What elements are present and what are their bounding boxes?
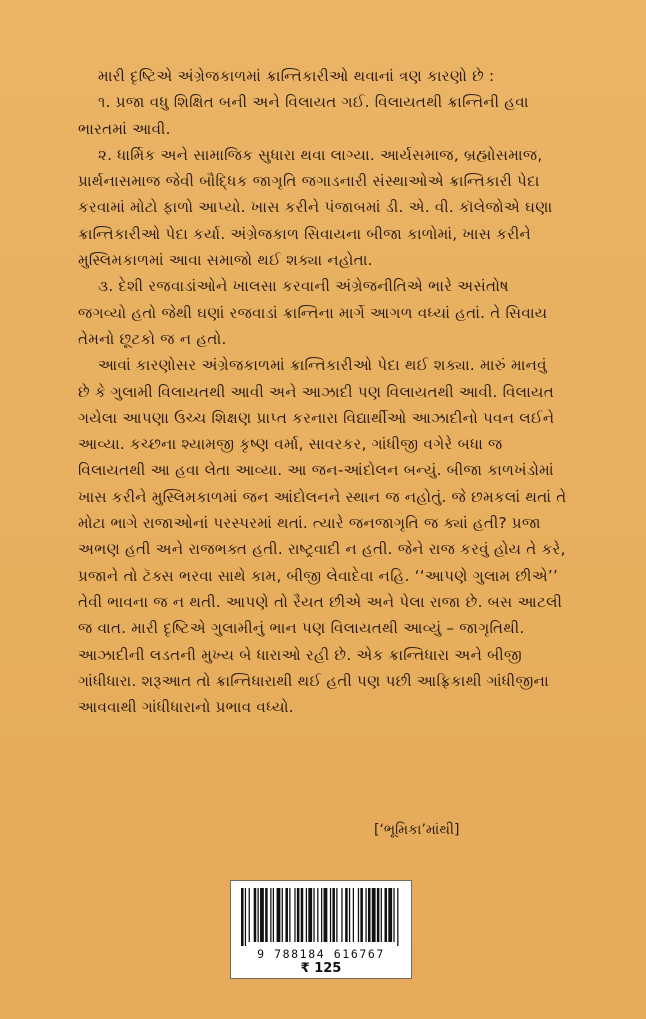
paragraph bbox=[78, 63, 572, 89]
barcode-bar bbox=[341, 888, 342, 942]
text-line: તેમનો છૂટકો જ ન હતો. bbox=[78, 329, 227, 348]
barcode-bar bbox=[245, 888, 246, 946]
text-line: ખાસ કરીને મુસ્લિમકાળમાં જન આંદોલનને સ્થાન જ નહોતું. જે છમકલાં થતાં તે bbox=[78, 487, 567, 506]
barcode-bar bbox=[301, 888, 304, 942]
paragraph bbox=[78, 273, 572, 352]
barcode-image bbox=[237, 888, 405, 946]
text-line: કરવામાં મોટો ફાળો આપ્યો. ખાસ કરીને પંજાબમાં ડી. એ. વી. કૉલેજોએ ઘણા bbox=[78, 198, 553, 217]
text-line: પ્રાર્થનાસમાજ જેવી બૌદ્ધિક જાગૃતિ જગાડનારી સંસ્થાઓએ ક્રાન્તિકારી પેદા bbox=[78, 172, 540, 191]
barcode-bar bbox=[372, 888, 376, 942]
barcode-bar bbox=[397, 888, 398, 946]
barcode-bar bbox=[273, 888, 274, 942]
text-line: આવ્યા. કચ્છના શ્યામજી કૃષ્ણ વર્મા, સાવરકર, ગાંધીજી વગેરે બધા જ bbox=[78, 435, 503, 454]
barcode-bar bbox=[277, 888, 281, 942]
isbn-number: 9 788184 616767 bbox=[257, 947, 385, 961]
barcode-bar bbox=[365, 888, 366, 942]
barcode-bar bbox=[388, 888, 392, 942]
text-line: પ્રજાને તો ટૅક્સ ભરવા સાથે કામ, બીજી લેવાદેવા નહિ. ‘‘આપણે ગુલામ છીએ’’ bbox=[78, 566, 558, 585]
barcode-bar bbox=[297, 888, 300, 942]
barcode-bar bbox=[377, 888, 380, 942]
barcode-bar bbox=[345, 888, 348, 942]
barcode-bar bbox=[349, 888, 350, 942]
barcode-bar bbox=[241, 888, 244, 946]
barcode-bar bbox=[294, 888, 295, 942]
barcode-bar bbox=[249, 888, 250, 942]
text-line: મુસ્લિમકાળમાં આવા સમાજો થઈ શક્યા નહોતા. bbox=[78, 251, 373, 270]
barcode-bar bbox=[321, 888, 322, 942]
text-line: ગયેલા આપણા ઉચ્ચ શિક્ષણ પ્રાપ્ત કરનારા વિદ્યાર્થીઓ આઝાદીનો પવન લઈને bbox=[78, 408, 555, 427]
barcode-bar bbox=[330, 888, 331, 942]
text-line: ૧. પ્રજા વધુ શિક્ષિત બની અને વિલાયત ગઈ. વિલાયતથી ક્રાન્તિની હવા bbox=[98, 93, 529, 112]
text-line: વિલાયતથી આ હવા લેતા આવ્યા. આ જન-આંદોલન બન્યું. બીજા કાળખંડોમાં bbox=[78, 461, 554, 480]
text-line: આવવાથી ગાંધીધારાનો પ્રભાવ વધ્યો. bbox=[78, 698, 294, 717]
barcode-bar bbox=[308, 888, 312, 942]
paragraph bbox=[78, 142, 572, 273]
barcode-bar bbox=[313, 888, 314, 942]
barcode-bar bbox=[306, 888, 307, 942]
text-line: જગવ્યો હતો જેથી ઘણાં રજવાડાં ક્રાન્તિના માર્ગે આગળ વધ્યાં હતાં. તે સિવાય bbox=[78, 303, 548, 322]
text-line: ક્રાન્તિકારીઓ પેદા કર્યા. અંગ્રેજકાળ સિવાયના બીજા કાળોમાં, ખાસ કરીને bbox=[78, 224, 532, 243]
source-note: [‘ભૂમિકા’માંથી] bbox=[374, 822, 460, 838]
price-label: ₹ 125 bbox=[300, 961, 342, 976]
text-line: ભારતમાં આવી. bbox=[78, 119, 171, 138]
text-line: અભણ હતી અને રાજભક્ત હતી. રાષ્ટ્રવાદી ન હતી. જેને રાજ કરવું હોય તે કરે, bbox=[78, 540, 566, 559]
text-line: મારી દૃષ્ટિએ અંગ્રેજકાળમાં ક્રાન્તિકારીઓ થવાનાં ત્રણ કારણો છે : bbox=[98, 67, 495, 85]
barcode-bar bbox=[254, 888, 257, 942]
barcode-bar bbox=[384, 888, 387, 942]
barcode-bar bbox=[282, 888, 283, 942]
text-line: મોટા ભાગે રાજાઓનાં પરસ્પરમાં થતાં. ત્યારે જનજાગૃતિ જ ક્યાં હતી? પ્રજા bbox=[78, 514, 541, 533]
paragraph bbox=[78, 89, 572, 142]
text-line: ૨. ધાર્મિક અને સામાજિક સુધારા થવા લાગ્યા. આર્યસમાજ, બ્રહ્મોસમાજ, bbox=[98, 145, 543, 164]
barcode-bar bbox=[285, 888, 288, 942]
barcode-bar bbox=[381, 888, 382, 942]
barcode-bar bbox=[353, 888, 354, 942]
text-line: આઝાદીની લડતની મુખ્ય બે ધારાઓ રહી છે. એક ક્રાન્તિધારા અને બીજી bbox=[78, 645, 523, 664]
barcode-bar bbox=[317, 888, 318, 942]
barcode-bar bbox=[358, 888, 359, 942]
barcode-bar bbox=[368, 888, 371, 942]
text-line: જ વાત. મારી દૃષ્ટિએ ગુલામીનું ભાન પણ વિલાયતથી આવ્યું – જાગૃતિથી. bbox=[78, 619, 525, 638]
paragraph bbox=[78, 352, 572, 720]
barcode-bar bbox=[265, 888, 268, 942]
text-line: ગાંધીધારા. શરૂઆત તો ક્રાન્તિધારાથી થઈ હતી પણ પછી આફ્રિકાથી ગાંધીજીના bbox=[78, 671, 549, 690]
barcode-bar bbox=[336, 888, 337, 942]
barcode-bar bbox=[360, 888, 363, 942]
barcode-bar bbox=[332, 888, 335, 942]
text-line: ૩. દેશી રજવાડાંઓને ખાલસા કરવાની અંગ્રેજનીતિએ ભારે અસંતોષ bbox=[98, 277, 509, 296]
barcode-bar bbox=[289, 888, 290, 942]
text-line: તેવી ભાવના જ ન થતી. આપણે તો રૈયત છીએ અને પેલા રાજા છે. બસ આટલી bbox=[78, 592, 563, 611]
barcode-bar bbox=[324, 888, 328, 942]
barcode-label bbox=[230, 880, 412, 979]
blurb-text bbox=[78, 63, 572, 720]
text-line: છે કે ગુલામી વિલાયતથી આવી અને આઝાદી પણ વિલાયતથી આવી. વિલાયત bbox=[78, 382, 554, 401]
barcode-bar bbox=[270, 888, 271, 942]
text-line: આવાં કારણોસર અંગ્રેજકાળમાં ક્રાન્તિકારીઓ પેદા થઈ શક્યા. મારું માનવું bbox=[98, 356, 547, 375]
barcode-bar bbox=[258, 888, 259, 942]
barcode-bar bbox=[260, 888, 264, 942]
barcode-bar bbox=[393, 888, 394, 942]
